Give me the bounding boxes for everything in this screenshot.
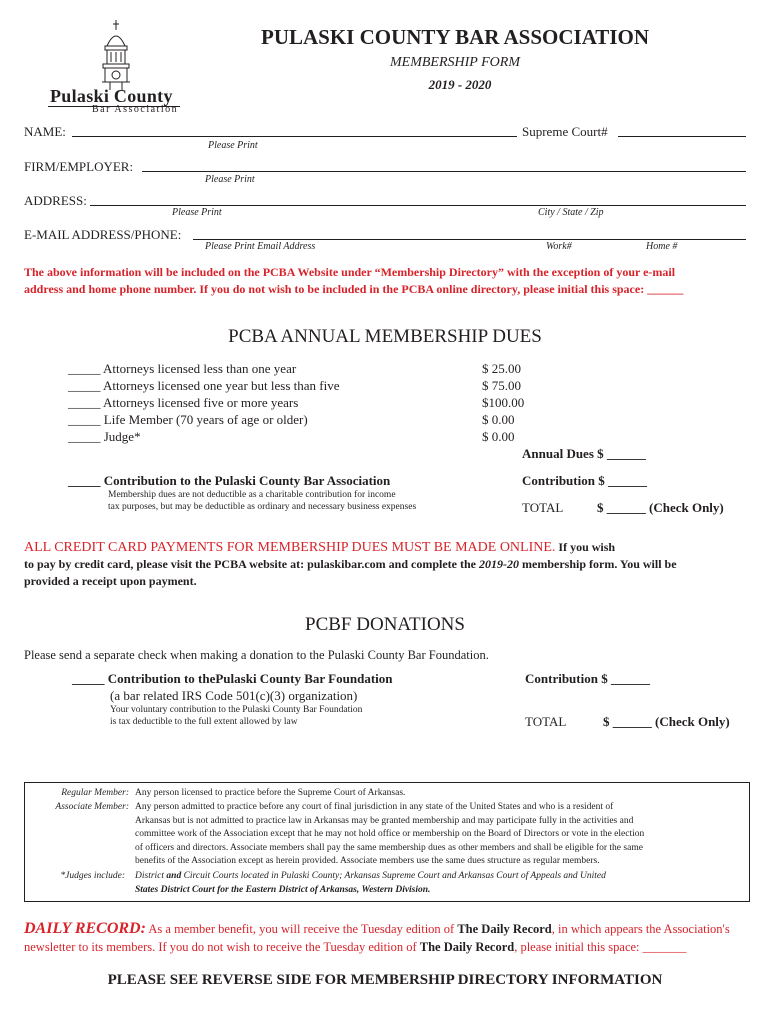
credit-card-text1: If you wish [555,540,616,554]
dues-amount-one-to-five-years: $ 75.00 [482,378,521,393]
work-hint: Work# [546,241,572,252]
judges-def-and: and [166,871,182,881]
daily-record-line2a: newsletter to its members. If you do not wish to receive the Tuesday edition of [24,940,420,954]
supreme-court-field[interactable] [618,136,746,137]
pcbf-contribution-item[interactable]: _____ Contribution to thePulaski County Bar Foundation [72,671,393,686]
logo-subname: Bar Association [92,104,179,115]
dues-item-judge[interactable]: _____ Judge* [68,429,141,444]
donation-total-label: TOTAL [525,714,567,729]
dues-tax-note-line1: Membership dues are not deductible as a charitable contribution for income [108,490,396,500]
dues-total-label: TOTAL [522,500,564,515]
credit-card-year: 2019-20 [479,557,519,571]
credit-card-text3: provided a receipt upon payment. [24,574,197,588]
firm-hint: Please Print [205,174,255,185]
logo [44,18,184,114]
pcba-contribution-item[interactable]: _____ Contribution to the Pulaski County Bar Association [68,473,391,488]
annual-dues-field[interactable]: Annual Dues $ ______ [522,446,646,461]
daily-record-label: DAILY RECORD: [24,920,146,937]
judges-definition [135,870,606,897]
city-state-zip-hint: City / State / Zip [538,207,604,218]
firm-label: FIRM/EMPLOYER: [24,159,134,174]
dues-heading: PCBA ANNUAL MEMBERSHIP DUES [228,326,542,347]
regular-member-definition: Any person licensed to practice before the Supreme Court of Arkansas. [135,788,406,798]
regular-member-term: Regular Member: [61,788,129,798]
dues-amount-less-than-one-year: $ 25.00 [482,361,521,376]
firm-field[interactable] [142,171,746,172]
name-field[interactable] [72,136,517,137]
daily-record-notice [24,920,730,956]
membership-definitions-box [24,782,750,902]
judges-def-a: District [135,871,167,881]
address-field[interactable] [90,205,746,206]
donation-tax-note-line1: Your voluntary contribution to the Pulaski County Bar Foundation [110,705,363,715]
email-phone-field[interactable] [193,239,746,240]
associate-def-line: Any person admitted to practice before any court of final jurisdiction in any state of the United States and who is a resident of [135,802,614,812]
judges-def-b: Circuit Courts located in Pulaski County; Arkansas Supreme Court and Arkansas Court of Appeals and United [181,871,606,881]
supreme-court-label: Supreme Court# [522,124,608,139]
judges-def-line2: States District Court for the Eastern District of Arkansas, Western Division. [135,884,431,895]
daily-record-text2: , in which appears the Association's [551,922,730,936]
dues-amount-five-plus-years: $100.00 [482,395,525,410]
daily-record-line2b: , please initial this space: _______ [514,940,687,954]
associate-def-line: benefits of the Association except as herein provided. Associate members use the same dues structure as regular members. [135,856,600,867]
donation-total-field[interactable]: $ ______ (Check Only) [603,714,730,729]
logo-name: Pulaski County [50,86,173,106]
name-hint: Please Print [208,140,258,151]
form-years: 2019 - 2020 [428,77,492,92]
pcba-contribution-field[interactable]: Contribution $ ______ [522,473,647,488]
name-label: NAME: [24,124,66,139]
daily-record-name-2: The Daily Record [419,940,515,954]
dues-amount-life-member: $ 0.00 [482,412,515,427]
directory-notice-line1: The above information will be included on the PCBA Website under “Membership Directory” with the exception of your e-mail [24,265,676,279]
org-title: PULASKI COUNTY BAR ASSOCIATION [261,25,649,49]
daily-record-text1: As a member benefit, you will receive the Tuesday edition of [145,922,458,936]
dues-total-field[interactable]: $ ______ (Check Only) [597,500,724,515]
email-hint: Please Print Email Address [205,241,316,252]
donation-tax-note [110,704,362,728]
donations-heading: PCBF DONATIONS [305,614,465,635]
judges-term: *Judges include: [60,871,125,881]
address-hint: Please Print [172,207,222,218]
dues-item-less-than-one-year[interactable]: _____ Attorneys licensed less than one year [68,361,297,376]
pcbf-contribution-field[interactable]: Contribution $ ______ [525,671,650,686]
dues-item-five-plus-years[interactable]: _____ Attorneys licensed five or more years [68,395,299,410]
home-hint: Home # [646,241,678,252]
directory-notice [24,264,683,298]
donations-intro: Please send a separate check when making a donation to the Pulaski County Bar Foundation. [24,648,489,662]
associate-def-line: committee work of the Association except that he may not hold office or membership on the Board of Directors or vote in the election [135,829,645,840]
credit-card-notice [24,539,754,590]
credit-card-text2a: to pay by credit card, please visit the PCBA website at: pulaskibar.com and complete the [24,557,479,571]
credit-card-warning: ALL CREDIT CARD PAYMENTS FOR MEMBERSHIP DUES MUST BE MADE ONLINE. [24,540,556,555]
associate-member-definition [135,801,644,869]
associate-def-line: Arkansas but is not admitted to practice law in Arkansas may be granted membership and may participate fully in the activities and [135,815,634,826]
address-label: ADDRESS: [24,193,87,208]
email-label: E-MAIL ADDRESS/PHONE: [24,227,182,242]
associate-def-line: of officers and directors. Associate members shall pay the same membership dues as other members and shall be eligible for the same [135,842,643,853]
donation-tax-note-line2: is tax deductible to the full extent allowed by law [110,717,298,727]
associate-member-term: Associate Member: [55,802,129,812]
dues-item-life-member[interactable]: _____ Life Member (70 years of age or older) [68,412,308,427]
credit-card-text2b: membership form. You will be [519,557,677,571]
form-title: MEMBERSHIP FORM [390,55,520,70]
irs-note: (a bar related IRS Code 501(c)(3) organization) [110,688,358,703]
directory-notice-line2: address and home phone number. If you do not wish to be included in the PCBA online directory, please initial this space: ______ [24,282,684,296]
dues-item-one-to-five-years[interactable]: _____ Attorneys licensed one year but less than five [68,378,340,393]
dues-tax-note-line2: tax purposes, but may be deductible as ordinary and necessary business expenses [108,502,417,512]
reverse-side-notice: PLEASE SEE REVERSE SIDE FOR MEMBERSHIP DIRECTORY INFORMATION [107,972,663,988]
dues-tax-note [108,489,416,513]
dues-amount-judge: $ 0.00 [482,429,515,444]
daily-record-name: The Daily Record [457,922,552,936]
